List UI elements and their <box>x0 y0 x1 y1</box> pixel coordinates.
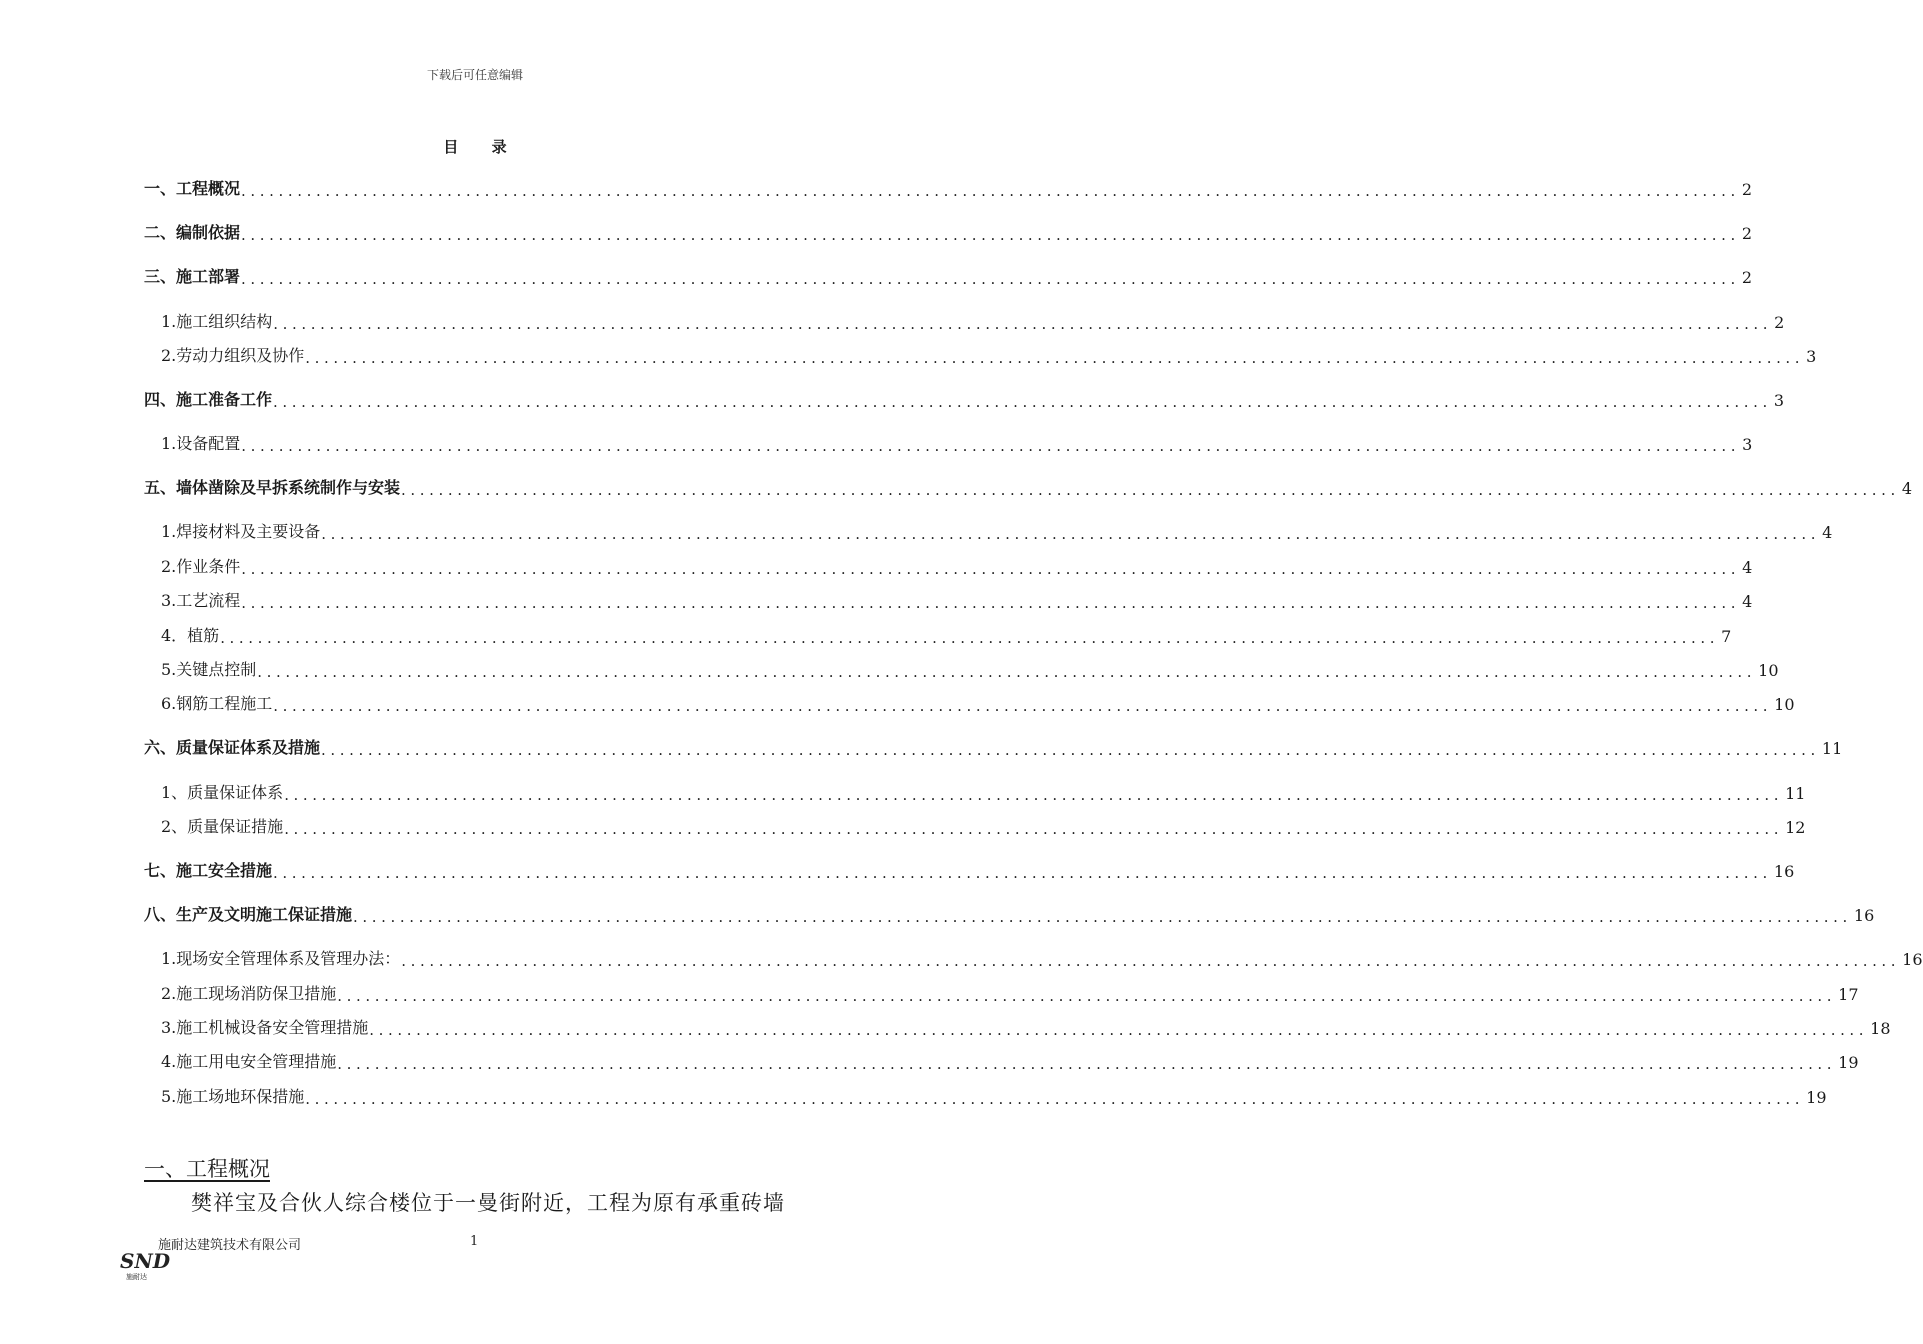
toc-entry-label: 4．植筋 <box>161 626 220 645</box>
toc-entry[interactable] <box>0 1085 1827 1108</box>
toc-leader-dots: ................................................................................................................................................................ <box>241 226 1740 244</box>
toc-entry-label: 1.设备配置 <box>161 434 241 453</box>
toc-entry-label: 二、编制依据 <box>144 223 241 242</box>
toc-title: 目 录 <box>443 138 521 156</box>
toc-entry-page: 2 <box>1774 313 1785 332</box>
toc-entry-page: 18 <box>1870 1019 1891 1038</box>
toc-leader-dots: ................................................................................................................................................................ <box>273 315 1773 333</box>
toc-entry[interactable] <box>0 476 1913 499</box>
toc-entry-page: 2 <box>1741 268 1753 287</box>
toc-leader-dots: ................................................................................................................................................................ <box>241 182 1740 200</box>
logo-text: SND <box>120 1249 171 1273</box>
toc-entry-label: 1.施工组织结构 <box>161 312 273 331</box>
toc-leader-dots: ................................................................................................................................................................ <box>401 481 1900 499</box>
toc-leader-dots: ................................................................................................................................................................ <box>353 908 1852 926</box>
toc-entry-label: 1.现场安全管理体系及管理办法： <box>161 949 401 968</box>
toc-entry[interactable] <box>0 859 1795 882</box>
toc-entry[interactable] <box>0 982 1859 1005</box>
toc-leader-dots: ................................................................................................................................................................ <box>257 663 1757 681</box>
toc-entry[interactable] <box>0 815 1806 838</box>
toc-entry[interactable] <box>0 781 1806 804</box>
toc-leader-dots: ................................................................................................................................................................ <box>220 629 1720 647</box>
toc-entry-page: 4 <box>1742 592 1753 611</box>
toc-entry[interactable] <box>0 221 1753 244</box>
toc-entry-page: 2 <box>1741 180 1753 199</box>
toc-entry-label: 一、工程概况 <box>144 179 241 198</box>
toc-entry-label: 1.焊接材料及主要设备 <box>161 522 321 541</box>
toc-entry-page: 19 <box>1838 1053 1859 1072</box>
toc-entry-page: 10 <box>1774 695 1795 714</box>
toc-leader-dots: ................................................................................................................................................................ <box>321 741 1820 759</box>
toc-entry[interactable] <box>0 947 1923 970</box>
toc-leader-dots: ................................................................................................................................................................ <box>305 349 1805 367</box>
toc-entry-page: 16 <box>1773 862 1795 881</box>
toc-leader-dots: ................................................................................................................................................................ <box>273 864 1772 882</box>
toc-entry-page: 17 <box>1838 985 1859 1004</box>
toc-entry-label: 2.施工现场消防保卫措施 <box>161 984 337 1003</box>
toc-entry[interactable] <box>0 520 1833 543</box>
toc-entry[interactable] <box>0 903 1875 926</box>
toc-leader-dots: ................................................................................................................................................................ <box>337 1055 1837 1073</box>
toc-entry-label: 八、生产及文明施工保证措施 <box>144 905 353 924</box>
toc-entry[interactable] <box>0 344 1817 367</box>
toc-leader-dots: ................................................................................................................................................................ <box>337 987 1837 1005</box>
logo-subtext: 施耐达 <box>126 1273 147 1281</box>
toc-entry-label: 五、墙体凿除及早拆系统制作与安装 <box>144 478 401 497</box>
toc-entry-label: 四、施工准备工作 <box>144 390 273 409</box>
toc-entry-page: 10 <box>1758 661 1779 680</box>
footer-page-number: 1 <box>470 1234 479 1249</box>
toc-entry-label: 4.施工用电安全管理措施 <box>161 1052 337 1071</box>
toc-entry-label: 6.钢筋工程施工 <box>161 694 273 713</box>
toc-entry[interactable] <box>0 589 1753 612</box>
toc-leader-dots: ................................................................................................................................................................ <box>305 1090 1805 1108</box>
toc-entry-label: 5.施工场地环保措施 <box>161 1087 305 1106</box>
toc-entry[interactable] <box>0 310 1785 333</box>
toc-entry-label: 3.工艺流程 <box>161 591 241 610</box>
toc-entry-label: 1、质量保证体系 <box>161 783 284 802</box>
toc-leader-dots: ................................................................................................................................................................ <box>369 1021 1869 1039</box>
toc-entry-page: 3 <box>1742 435 1753 454</box>
section-heading: 一、工程概况 <box>144 1157 270 1181</box>
toc-entry[interactable] <box>0 177 1753 200</box>
toc-leader-dots: ................................................................................................................................................................ <box>241 270 1740 288</box>
toc-entry-label: 七、施工安全措施 <box>144 861 273 880</box>
company-logo <box>118 1248 171 1282</box>
toc-leader-dots: ................................................................................................................................................................ <box>401 952 1901 970</box>
toc-entry-label: 5.关键点控制 <box>161 660 257 679</box>
toc-entry-label: 六、质量保证体系及措施 <box>144 738 321 757</box>
toc-entry-page: 4 <box>1742 558 1753 577</box>
toc-entry-page: 11 <box>1785 784 1806 803</box>
toc-entry-page: 11 <box>1821 739 1843 758</box>
toc-entry-label: 2.作业条件 <box>161 557 241 576</box>
toc-leader-dots: ................................................................................................................................................................ <box>321 525 1821 543</box>
toc-entry[interactable] <box>0 265 1753 288</box>
toc-entry[interactable] <box>0 388 1785 411</box>
toc-leader-dots: ................................................................................................................................................................ <box>241 437 1741 455</box>
toc-entry-page: 4 <box>1822 523 1833 542</box>
toc-entry[interactable] <box>0 1016 1891 1039</box>
toc-leader-dots: ................................................................................................................................................................ <box>284 820 1784 838</box>
toc-entry[interactable] <box>0 736 1843 759</box>
toc-entry-label: 2、质量保证措施 <box>161 817 284 836</box>
toc-entry-label: 三、施工部署 <box>144 267 241 286</box>
toc-entry[interactable] <box>0 432 1753 455</box>
toc-entry-page: 16 <box>1853 906 1875 925</box>
toc-entry-page: 19 <box>1806 1088 1827 1107</box>
toc-entry[interactable] <box>0 658 1779 681</box>
toc-entry[interactable] <box>0 555 1753 578</box>
toc-entry-page: 16 <box>1902 950 1923 969</box>
footer-company: 施耐达建筑技术有限公司 <box>158 1238 302 1253</box>
toc-leader-dots: ................................................................................................................................................................ <box>273 697 1773 715</box>
toc-entry-page: 12 <box>1785 818 1806 837</box>
toc-entry[interactable] <box>0 692 1795 715</box>
toc-entry-page: 2 <box>1741 224 1753 243</box>
toc-leader-dots: ................................................................................................................................................................ <box>241 594 1741 612</box>
toc-leader-dots: ................................................................................................................................................................ <box>273 393 1772 411</box>
header-note: 下载后可任意编辑 <box>426 68 523 82</box>
toc-entry-page: 3 <box>1806 347 1817 366</box>
toc-entry[interactable] <box>0 1050 1859 1073</box>
body-paragraph: 樊祥宝及合伙人综合楼位于一曼街附近，工程为原有承重砖墙 <box>191 1191 785 1215</box>
toc-entry-page: 3 <box>1773 391 1785 410</box>
toc-entry-label: 2.劳动力组织及协作 <box>161 346 305 365</box>
toc-entry[interactable] <box>0 624 1732 647</box>
toc-leader-dots: ................................................................................................................................................................ <box>284 786 1784 804</box>
toc-entry-label: 3.施工机械设备安全管理措施 <box>161 1018 369 1037</box>
toc-leader-dots: ................................................................................................................................................................ <box>241 560 1741 578</box>
toc-entry-page: 4 <box>1901 479 1913 498</box>
toc-entry-page: 7 <box>1721 627 1732 646</box>
